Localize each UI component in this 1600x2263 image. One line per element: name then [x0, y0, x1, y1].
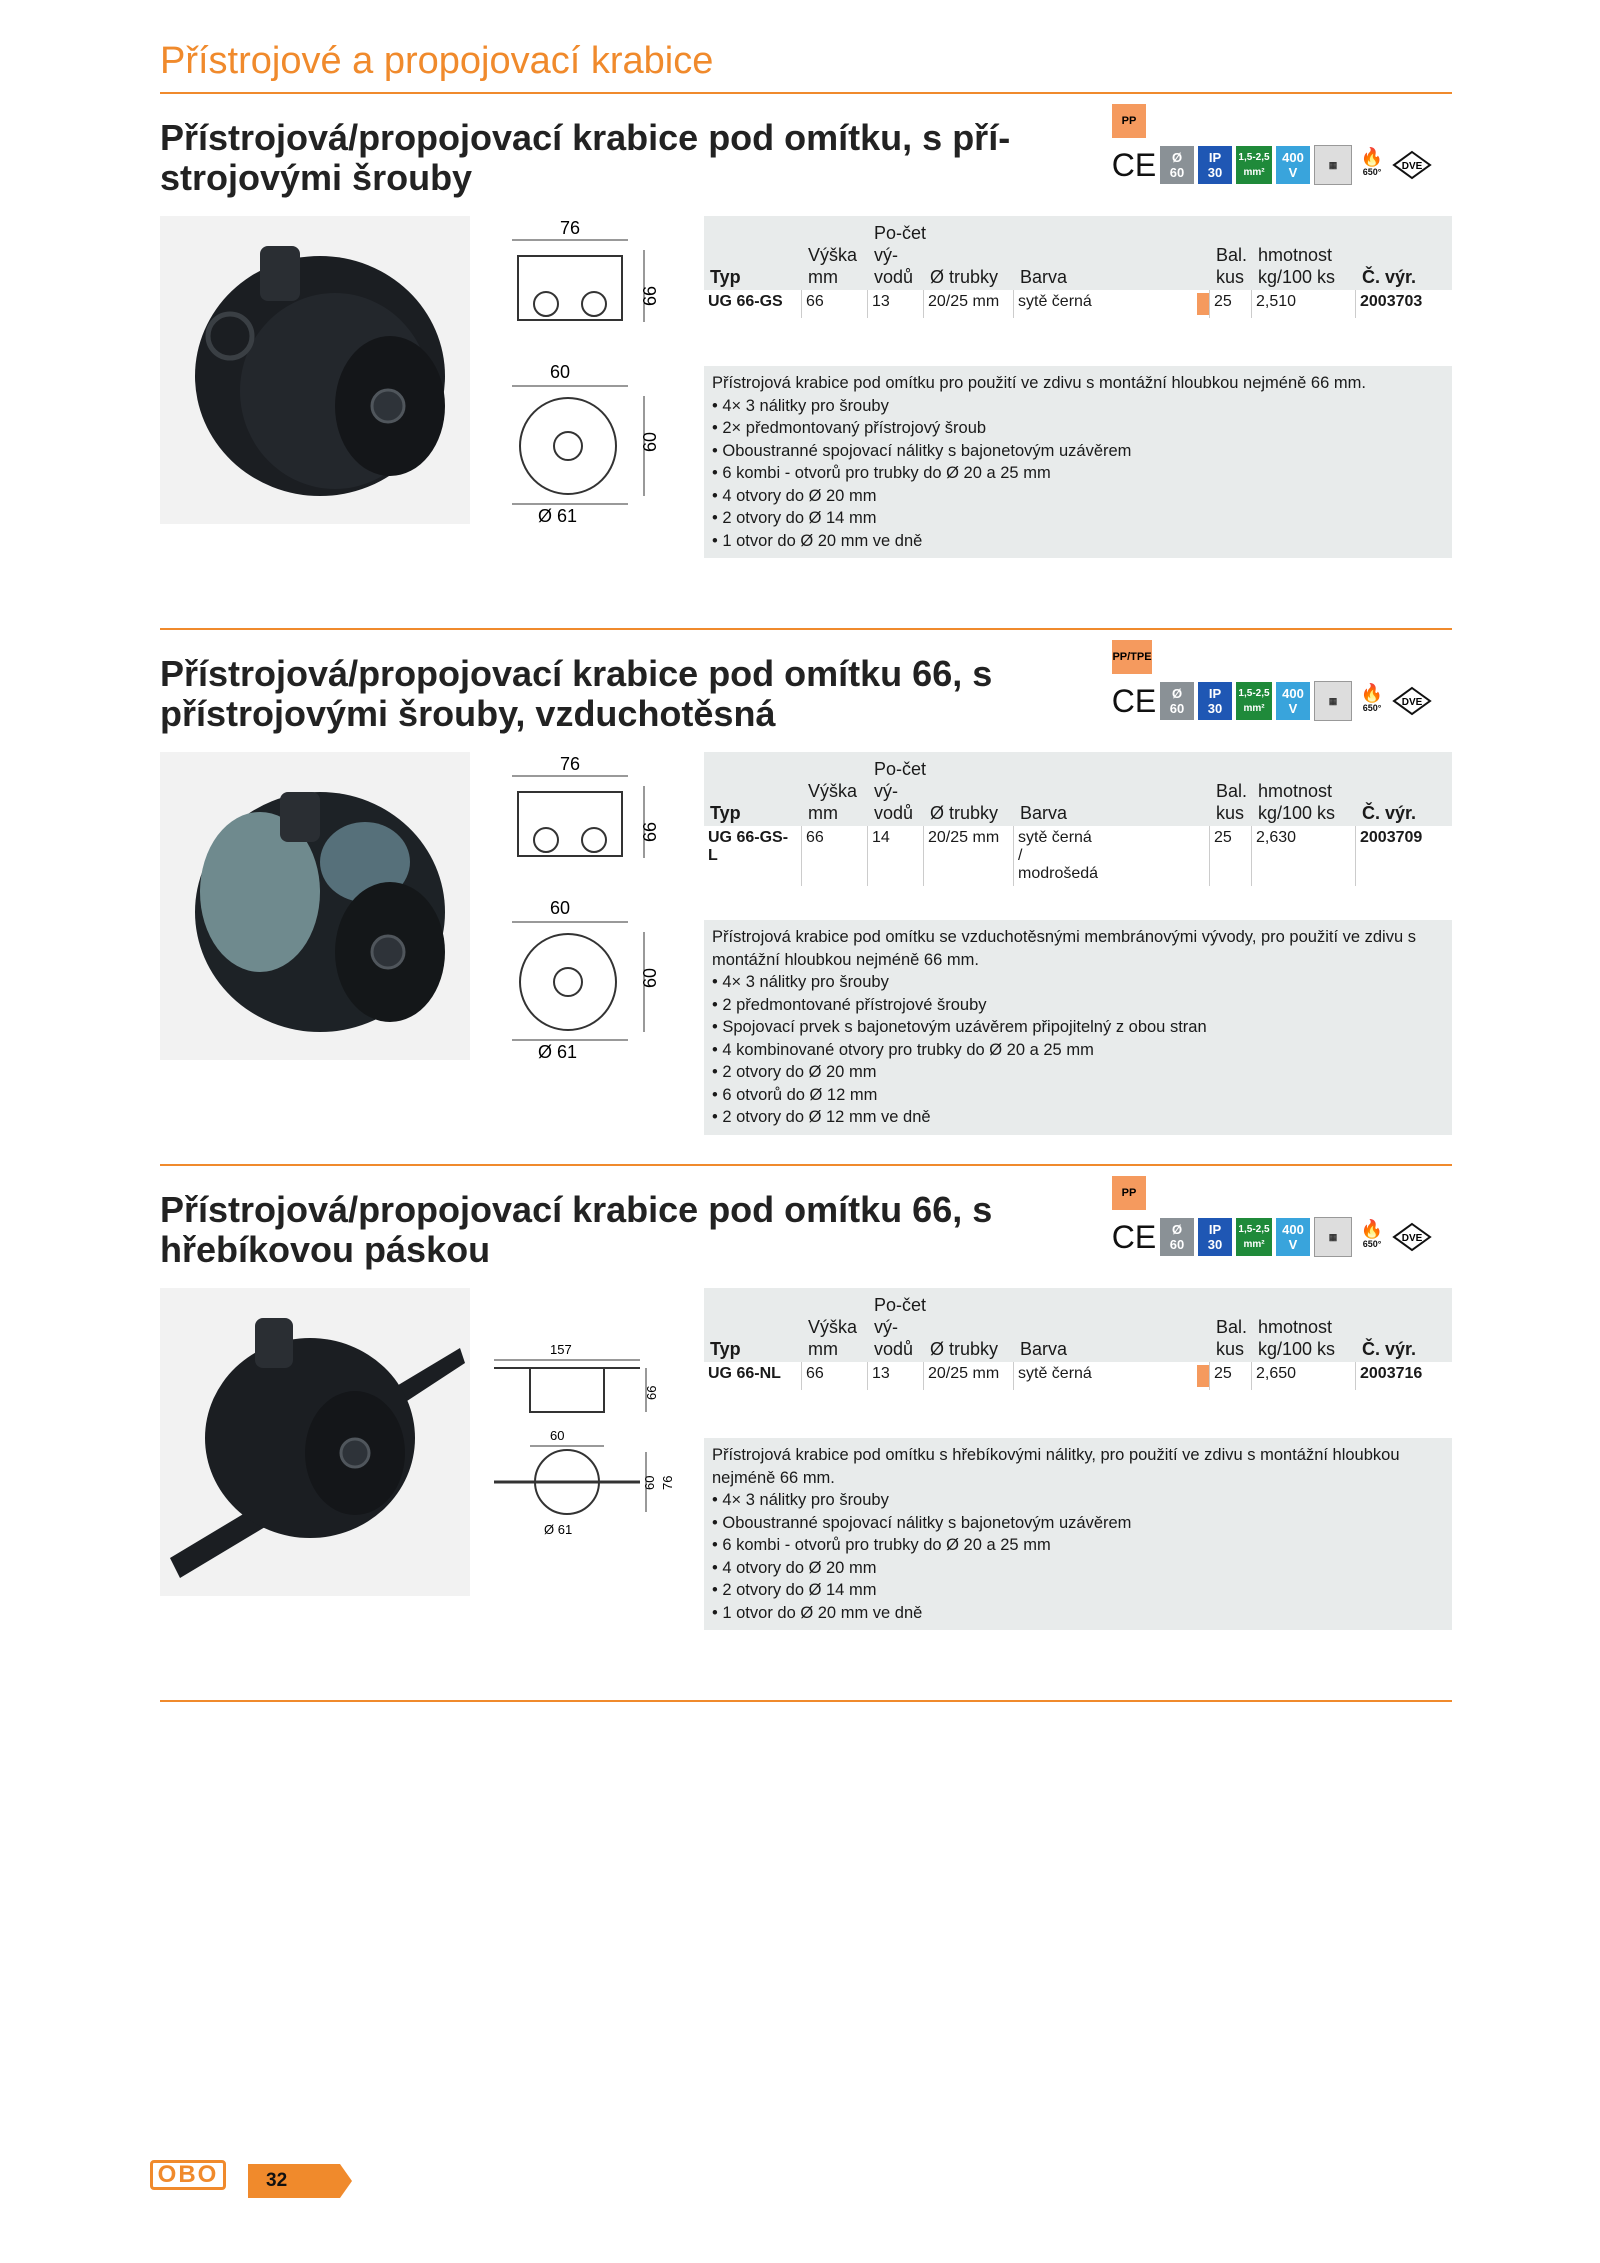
svg-text:60: 60 [550, 898, 571, 918]
fire-icon: 🔥 650° [1356, 682, 1388, 720]
ip-rating-icon: IP 30 [1198, 146, 1232, 184]
obo-logo: OBO [150, 2160, 230, 2196]
vde-icon [1392, 1218, 1432, 1256]
voltage-icon: 400 V [1276, 682, 1310, 720]
flush-mount-icon: ▦ [1314, 681, 1352, 721]
certification-icons [1112, 680, 1432, 722]
certification-icons [1112, 1216, 1432, 1258]
svg-text:Ø 61: Ø 61 [544, 1522, 573, 1537]
table-row: UG 66-NL 66 13 20/25 mm sytě černá 25 2,650 2003716 [704, 1362, 1452, 1390]
product-photo [160, 1288, 470, 1596]
list-item: • Oboustranné spojovací nálitky s bajonetovým uzávěrem [712, 440, 1444, 463]
ce-mark-icon: CE [1111, 146, 1157, 183]
product-table [704, 1288, 1452, 1390]
list-item: • 6 kombi - otvorů pro trubky do Ø 20 a 25 mm [712, 462, 1444, 485]
svg-text:DVE: DVE [1401, 1233, 1423, 1244]
product-description: Přístrojová krabice pod omítku pro použití ve zdivu s montážní hloubkou nejméně 66 mm. • 4× 3 nálitky pro šrouby • 2× předmontovaný přístrojový šroub • Oboustranné spojovací nálitky s bajonetovým uzávěrem • 6 kombi - otvorů pro trubky do Ø 20 a 25 mm • 4 otvory do Ø 20 mm • 2 otvory do Ø 14 mm • 1 otvor do Ø 20 mm ve dně [704, 366, 1452, 558]
product-photo [160, 752, 470, 1060]
list-item: • 4× 3 nálitky pro šrouby [712, 1489, 1444, 1512]
product-title: Přístrojová/propojovací krabice pod omítku, s pří-strojovými šrouby [160, 117, 1011, 198]
voltage-icon: 400 V [1276, 1218, 1310, 1256]
table-header: Typ Výška mm Po-čet vý-vodů Ø trubky Barva Bal. kus hmotnost kg/100 ks Č. výr. [710, 1295, 1417, 1359]
vde-icon [1392, 146, 1432, 184]
dimension-drawing [504, 216, 664, 531]
table-row: UG 66-GS-L 66 14 20/25 mm sytě černá / modrošedá 25 2,630 2003709 [704, 826, 1452, 886]
list-item: • 2 předmontované přístrojové šrouby [712, 994, 1444, 1017]
list-item: • 4 kombinované otvory pro trubky do Ø 20 a 25 mm [712, 1039, 1444, 1062]
list-item: • 4× 3 nálitky pro šrouby [712, 395, 1444, 418]
list-item: • 2 otvory do Ø 14 mm [712, 1579, 1444, 1602]
list-item: • 1 otvor do Ø 20 mm ve dně [712, 1602, 1444, 1625]
ce-mark-icon: CE [1111, 682, 1157, 719]
list-item: • 4 otvory do Ø 20 mm [712, 1557, 1444, 1580]
product-description: Přístrojová krabice pod omítku s hřebíkovými nálitky, pro použití ve zdivu s montážní hloubkou nejméně 66 mm. • 4× 3 nálitky pro šrouby • Oboustranné spojovací nálitky s bajonetovým uzávěrem • 6 kombi - otvorů pro trubky do Ø 20 a 25 mm • 4 otvory do Ø 20 mm • 2 otvory do Ø 14 mm • 1 otvor do Ø 20 mm ve dně [704, 1438, 1452, 1630]
dimension-drawing [504, 752, 664, 1067]
svg-text:DVE: DVE [1401, 161, 1423, 172]
product-description: Přístrojová krabice pod omítku se vzduchotěsnými membránovými vývody, pro použití ve zdivu s montážní hloubkou nejméně 66 mm. • 4× 3 nálitky pro šrouby • 2 předmontované přístrojové šrouby • Spojovací prvek s bajonetovým uzávěrem připojitelný z obou stran • 4 kombinované otvory pro trubky do Ø 20 a 25 mm • 2 otvory do Ø 20 mm • 6 otvorů do Ø 12 mm • 2 otvory do Ø 12 mm ve dně [704, 920, 1452, 1135]
svg-text:66: 66 [640, 285, 660, 306]
product-title: Přístrojová/propojovací krabice pod omítku 66, s přístrojovými šrouby, vzduchotěsná [160, 653, 993, 734]
svg-text:60: 60 [642, 1475, 657, 1490]
list-item: • 1 otvor do Ø 20 mm ve dně [712, 530, 1444, 553]
divider [160, 92, 1452, 94]
svg-text:66: 66 [640, 821, 660, 842]
cross-section-icon: 1,5-2,5 mm² [1236, 682, 1272, 720]
list-item: • 2× předmontovaný přístrojový šroub [712, 417, 1444, 440]
list-item: • 2 otvory do Ø 12 mm ve dně [712, 1106, 1444, 1129]
svg-text:60: 60 [550, 1428, 565, 1443]
svg-text:60: 60 [550, 362, 571, 382]
svg-text:Ø 61: Ø 61 [538, 1042, 578, 1062]
svg-text:76: 76 [560, 754, 581, 774]
list-item: • 4 otvory do Ø 20 mm [712, 485, 1444, 508]
list-item: • Spojovací prvek s bajonetovým uzávěrem připojitelný z obou stran [712, 1016, 1444, 1039]
svg-text:76: 76 [560, 218, 581, 238]
divider [160, 628, 1452, 630]
svg-text:157: 157 [550, 1342, 572, 1357]
product-table [704, 752, 1452, 886]
cross-section-icon: 1,5-2,5 mm² [1236, 146, 1272, 184]
fire-icon: 🔥 650° [1356, 146, 1388, 184]
table-header: Typ Výška mm Po-čet vý-vodů Ø trubky Barva Bal. kus hmotnost kg/100 ks Č. výr. [710, 223, 1417, 287]
diameter-icon: Ø 60 [1160, 682, 1194, 720]
cross-section-icon: 1,5-2,5 mm² [1236, 1218, 1272, 1256]
material-badge: PP [1112, 1176, 1146, 1210]
vde-icon [1392, 682, 1432, 720]
svg-text:60: 60 [640, 431, 660, 452]
divider [160, 1164, 1452, 1166]
list-item: • 6 otvorů do Ø 12 mm [712, 1084, 1444, 1107]
svg-text:60: 60 [640, 967, 660, 988]
flush-mount-icon: ▦ [1314, 145, 1352, 185]
product-table [704, 216, 1452, 318]
ce-mark-icon: CE [1111, 1218, 1157, 1255]
list-item: • 2 otvory do Ø 14 mm [712, 507, 1444, 530]
svg-text:76: 76 [660, 1475, 675, 1490]
svg-text:DVE: DVE [1401, 697, 1423, 708]
diameter-icon: Ø 60 [1160, 1218, 1194, 1256]
list-item: • 6 kombi - otvorů pro trubky do Ø 20 a 25 mm [712, 1534, 1444, 1557]
svg-text:66: 66 [644, 1385, 659, 1400]
list-item: • 4× 3 nálitky pro šrouby [712, 971, 1444, 994]
diameter-icon: Ø 60 [1160, 146, 1194, 184]
material-badge: PP [1112, 104, 1146, 138]
svg-text:Ø 61: Ø 61 [538, 506, 578, 526]
list-item: • Oboustranné spojovací nálitky s bajonetovým uzávěrem [712, 1512, 1444, 1535]
page-number: 32 [248, 2164, 352, 2196]
dimension-drawing [490, 1340, 675, 1545]
product-photo [160, 216, 470, 524]
table-row: UG 66-GS 66 13 20/25 mm sytě černá 25 2,510 2003703 [704, 290, 1452, 318]
ip-rating-icon: IP 30 [1198, 682, 1232, 720]
page-title: Přístrojové a propojovací krabice [160, 40, 714, 82]
flush-mount-icon: ▦ [1314, 1217, 1352, 1257]
list-item: • 2 otvory do Ø 20 mm [712, 1061, 1444, 1084]
material-badge: PP/TPE [1112, 640, 1152, 674]
fire-icon: 🔥 650° [1356, 1218, 1388, 1256]
table-header: Typ Výška mm Po-čet vý-vodů Ø trubky Barva Bal. kus hmotnost kg/100 ks Č. výr. [710, 759, 1417, 823]
divider [160, 1700, 1452, 1702]
certification-icons [1112, 144, 1432, 186]
voltage-icon: 400 V [1276, 146, 1310, 184]
product-title: Přístrojová/propojovací krabice pod omítku 66, s hřebíkovou páskou [160, 1189, 993, 1270]
ip-rating-icon: IP 30 [1198, 1218, 1232, 1256]
